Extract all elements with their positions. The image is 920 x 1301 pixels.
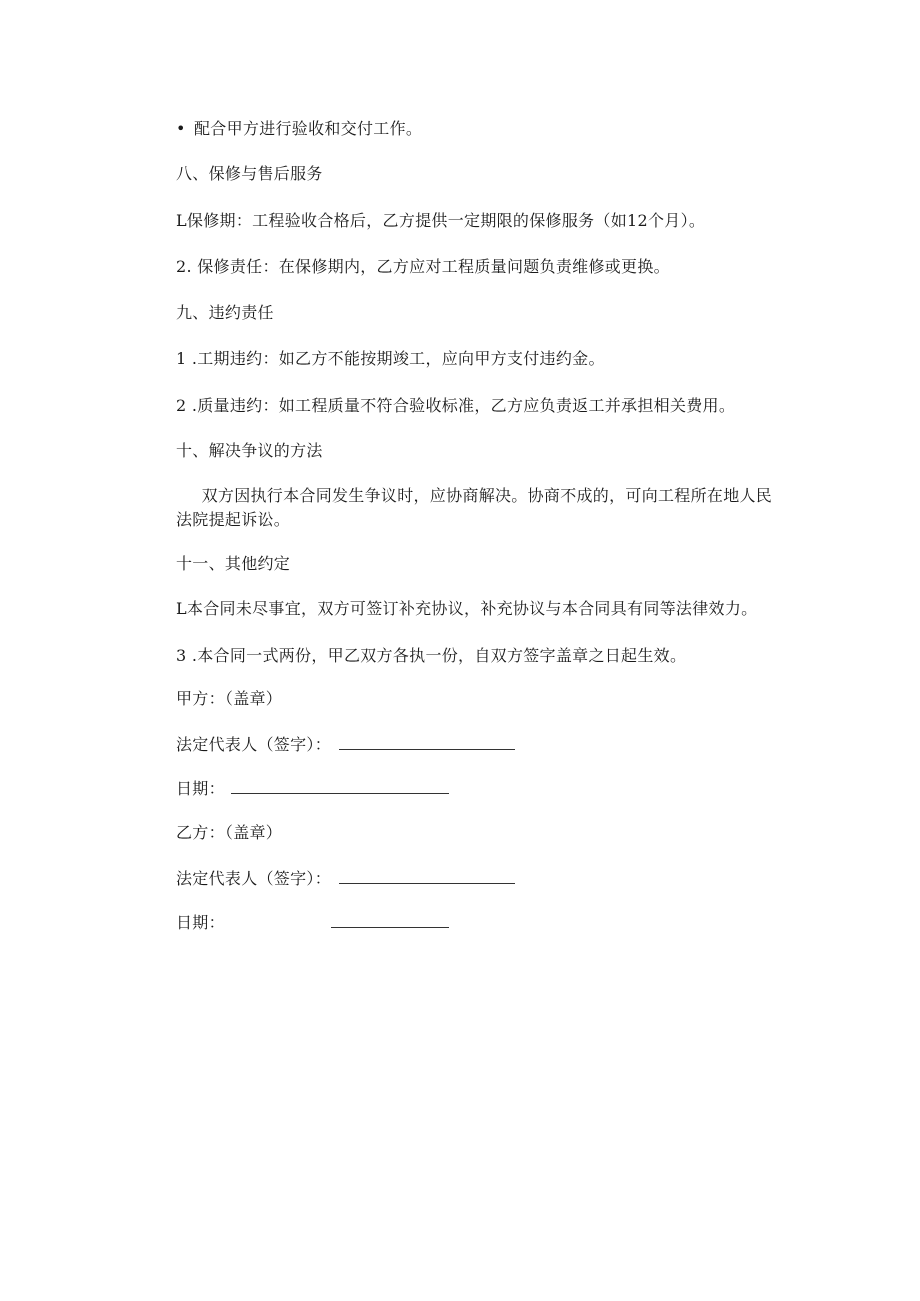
party-b-representative-label: 法定代表人（签字）： (176, 869, 332, 888)
party-a-date (176, 778, 449, 800)
party-b-signature-line[interactable] (339, 869, 515, 884)
party-a-representative-label: 法定代表人（签字）： (176, 735, 332, 754)
section-9-heading: 九、违约责任 (176, 303, 274, 322)
section-8-item-2: 2. 保修责任：在保修期内，乙方应对工程质量问题负责维修或更换。 (176, 257, 670, 276)
party-b-seal: 乙方：（盖章） (176, 823, 283, 842)
party-a-representative (176, 734, 515, 756)
bullet-item-text: 配合甲方进行验收和交付工作。 (194, 119, 423, 138)
bullet-icon: • (176, 119, 186, 138)
section-8-item-1: L保修期：工程验收合格后，乙方提供一定期限的保修服务（如12个月）。 (176, 211, 706, 230)
section-11-item-2: 3 .本合同一式两份，甲乙双方各执一份，自双方签字盖章之日起生效。 (176, 646, 687, 665)
section-9-item-1: 1 .工期违约：如乙方不能按期竣工，应向甲方支付违约金。 (176, 349, 605, 368)
party-a-date-label: 日期： (176, 779, 225, 798)
party-a-date-line[interactable] (231, 779, 449, 794)
section-11-item-1: L本合同未尽事宜，双方可签订补充协议，补充协议与本合同具有同等法律效力。 (176, 599, 758, 618)
party-b-date-label: 日期： (176, 913, 225, 932)
party-a-seal: 甲方：（盖章） (176, 689, 283, 708)
party-b-date (176, 912, 449, 934)
section-9-item-2: 2 .质量违约：如工程质量不符合验收标准，乙方应负责返工并承担相关费用。 (176, 396, 736, 415)
section-10-body: 双方因执行本合同发生争议时，应协商解决。协商不成的，可向工程所在地人民法院提起诉讼。 (176, 486, 773, 529)
party-b-representative (176, 868, 515, 890)
section-11-heading: 十一、其他约定 (176, 554, 291, 573)
party-a-signature-line[interactable] (339, 735, 515, 750)
party-b-date-line[interactable] (331, 913, 449, 928)
section-8-heading: 八、保修与售后服务 (176, 164, 323, 183)
bullet-item (176, 118, 422, 140)
section-10-heading: 十、解决争议的方法 (176, 441, 323, 460)
